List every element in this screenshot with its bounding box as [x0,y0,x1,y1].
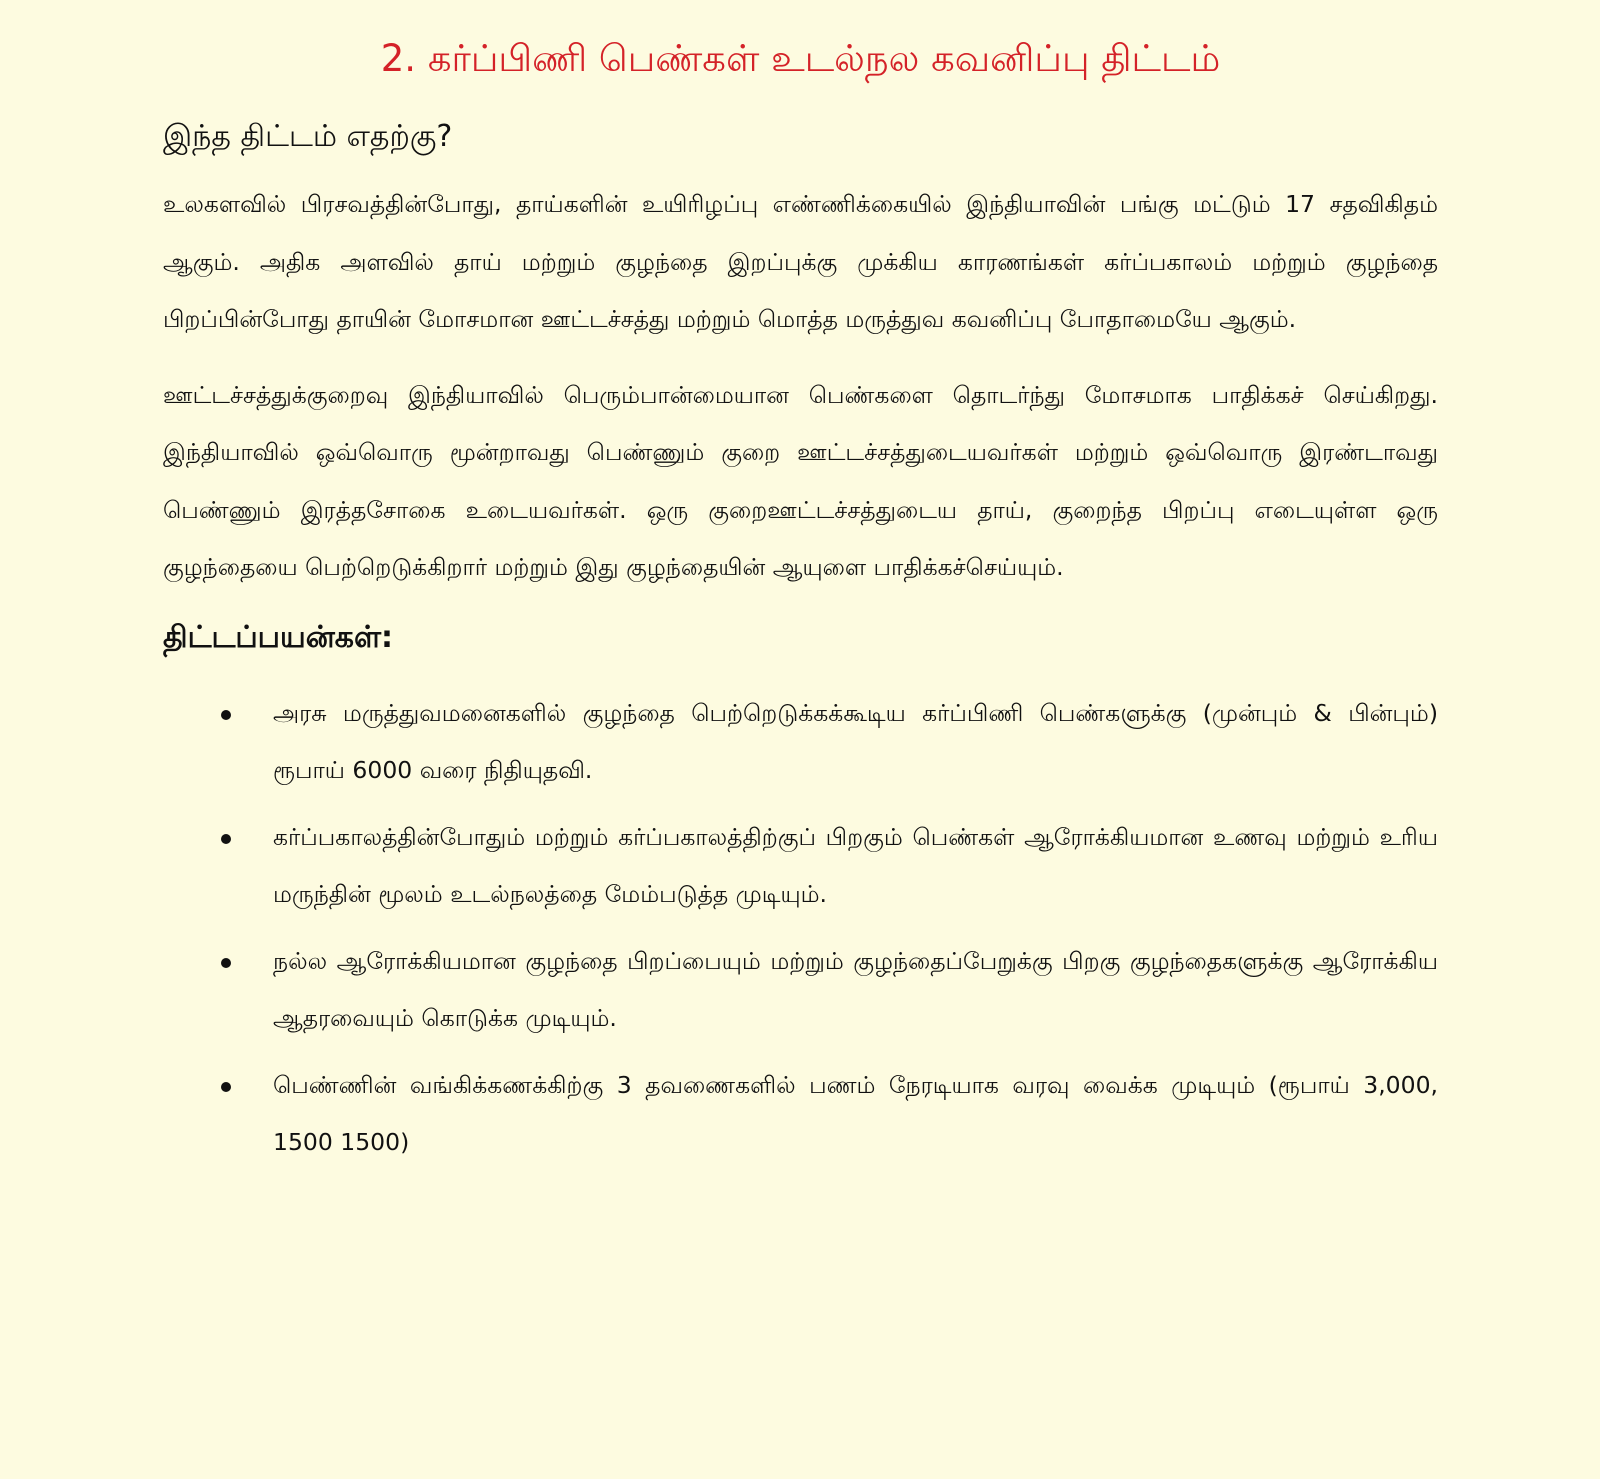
list-item [163,685,1438,799]
list-item-text: கர்ப்பகாலத்தின்போதும் மற்றும் கர்ப்பகாலத்திற்குப் பிறகும் பெண்கள் ஆரோக்கியமான உணவு மற்றும் உரிய மருந்தின் மூலம் உடல்நலத்தை மேம்படுத்த முடியும். [273,822,1438,908]
list-item [163,809,1438,923]
benefits-list [163,685,1438,1171]
bullet-icon [221,958,231,968]
document-page [163,24,1438,1181]
section-heading-benefits: திட்டப்பயன்கள்: [163,619,394,655]
paragraph-maternal-mortality: உலகளவில் பிரசவத்தின்போது, தாய்களின் உயிரிழப்பு எண்ணிக்கையில் இந்தியாவின் பங்கு மட்டும் 17 சதவிகிதம் ஆகும். அதிக அளவில் தாய் மற்றும் குழந்தை இறப்புக்கு முக்கிய காரணங்கள் கர்ப்பகாலம் மற்றும் குழந்தை பிறப்பின்போது தாயின் மோசமான ஊட்டச்சத்து மற்றும் மொத்த மருத்துவ கவனிப்பு போதாமையே ஆகும். [163,190,1438,333]
list-item-text: நல்ல ஆரோக்கியமான குழந்தை பிறப்பையும் மற்றும் குழந்தைப்பேறுக்கு பிறகு குழந்தைகளுக்கு ஆரோக்கிய ஆதரவையும் கொடுக்க முடியும். [273,946,1438,1032]
section-heading-purpose: இந்த திட்டம் எதற்கு? [163,119,453,154]
list-item-text: அரசு மருத்துவமனைகளில் குழந்தை பெற்றெடுக்கக்கூடிய கர்ப்பிணி பெண்களுக்கு (முன்பும் & பின்பும்) ரூபாய் 6000 வரை நிதியுதவி. [273,698,1438,784]
list-item [163,1057,1438,1171]
paragraph-malnutrition: ஊட்டச்சத்துக்குறைவு இந்தியாவில் பெரும்பான்மையான பெண்களை தொடர்ந்து மோசமாக பாதிக்கச் செய்கிறது. இந்தியாவில் ஒவ்வொரு மூன்றாவது பெண்ணும் குறை ஊட்டச்சத்துடையவர்கள் மற்றும் ஒவ்வொரு இரண்டாவது பெண்ணும் இரத்தசோகை உடையவர்கள். ஒரு குறைஊட்டச்சத்துடைய தாய், குறைந்த பிறப்பு எடையுள்ள ஒரு குழந்தையை பெற்றெடுக்கிறார் மற்றும் இது குழந்தையின் ஆயுளை பாதிக்கச்செய்யும். [163,380,1439,581]
list-item [163,933,1438,1047]
list-item-text: பெண்ணின் வங்கிக்கணக்கிற்கு 3 தவணைகளில் பணம் நேரடியாக வரவு வைக்க முடியும் (ரூபாய் 3,000, 1500 1500) [273,1070,1438,1156]
bullet-icon [221,834,231,844]
page-title: 2. கர்ப்பிணி பெண்கள் உடல்நல கவனிப்பு திட்டம் [380,37,1221,80]
bullet-icon [221,1082,231,1092]
bullet-icon [221,710,231,720]
